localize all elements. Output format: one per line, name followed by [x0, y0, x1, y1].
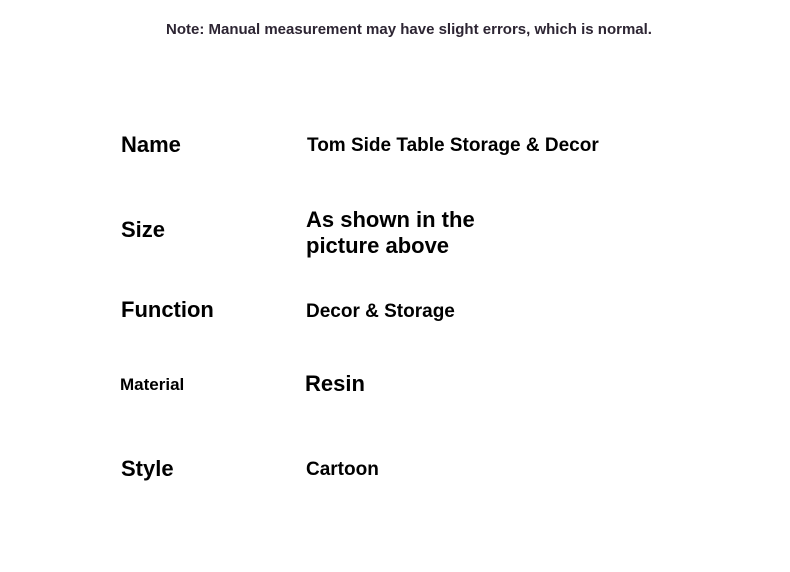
spec-value-function: Decor & Storage	[306, 301, 455, 322]
spec-value-name: Tom Side Table Storage & Decor	[307, 135, 599, 156]
measurement-note: Note: Manual measurement may have slight errors, which is normal.	[166, 21, 652, 38]
spec-label-style: Style	[121, 456, 174, 481]
spec-value-style: Cartoon	[306, 459, 379, 480]
spec-label-name: Name	[121, 132, 181, 157]
spec-label-function: Function	[121, 297, 214, 322]
spec-value-size: As shown in the picture above	[306, 207, 475, 258]
spec-label-material: Material	[120, 375, 185, 394]
spec-value-material: Resin	[305, 371, 365, 396]
spec-label-size: Size	[121, 217, 166, 242]
